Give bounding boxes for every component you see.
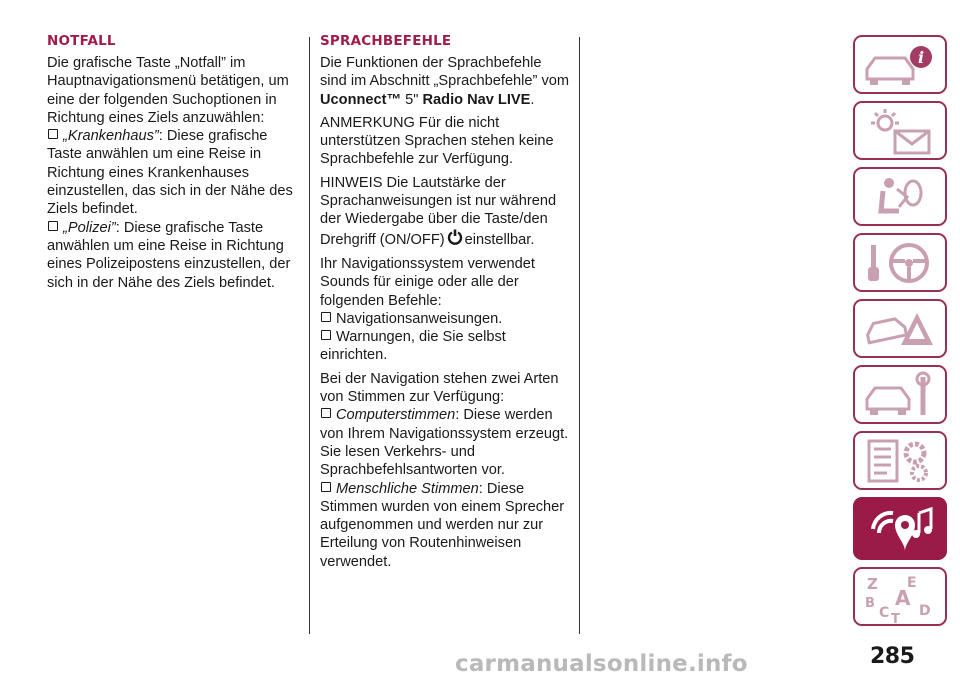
tab-safety[interactable] <box>853 167 947 226</box>
svg-text:i: i <box>918 48 925 67</box>
svg-text:Z: Z <box>867 575 878 593</box>
power-icon <box>447 229 463 250</box>
term-krankenhaus: „Krankenhaus” <box>63 128 159 145</box>
bullet-text: : Diese werden von Ihrem Navigationssystem erzeugt. Sie lesen Verkehrs- und Sprachbefehlsantworten vor. <box>320 407 569 479</box>
term-polizei: „Polizei” <box>63 219 116 236</box>
section-heading-sprachbefehle: SPRACHBEFEHLE <box>320 33 452 49</box>
paragraph-hinweis <box>320 174 570 250</box>
tab-index[interactable] <box>853 567 947 626</box>
column-divider-right <box>579 37 580 634</box>
alphabetical-index-icon <box>861 573 941 623</box>
p1-mid: 5" <box>401 91 423 108</box>
svg-text:E: E <box>907 575 917 591</box>
hinweis-end: einstellbar. <box>464 231 535 248</box>
text-krankenhaus: : Diese grafische Taste anwählen um eine Reise in Richtung eines Krankenhauses einzustellen, das sich in der Nähe des Ziels befindet. <box>47 128 293 218</box>
tab-warning-lights[interactable] <box>853 101 947 160</box>
svg-text:A: A <box>895 586 911 610</box>
svg-text:C: C <box>879 605 890 621</box>
bullet-menschliche-stimmen <box>320 480 570 571</box>
multimedia-navigation-icon <box>861 503 941 557</box>
tab-emergency[interactable] <box>853 299 947 358</box>
accident-warning-triangle-icon <box>861 305 941 355</box>
svg-text:D: D <box>919 603 931 619</box>
p1-end: . <box>530 91 535 108</box>
key-steering-wheel-icon <box>861 239 941 289</box>
bullet-box-icon <box>321 312 331 322</box>
svg-text:B: B <box>865 596 875 611</box>
paragraph-sounds: Ihr Navigationssystem verwendet Sounds für einige oder alle der folgenden Befehle: <box>320 255 535 309</box>
warning-lights-mail-icon <box>861 107 941 157</box>
paragraph-stimmen: Bei der Navigation stehen zwei Arten von Stimmen zur Verfügung: <box>320 370 559 406</box>
tab-technical-data[interactable] <box>853 431 947 490</box>
tab-start-drive[interactable] <box>853 233 947 292</box>
uconnect-label: Uconnect™ <box>320 91 402 108</box>
term-computerstimmen: Computerstimmen <box>336 407 456 424</box>
page-number: 285 <box>870 644 915 669</box>
bullet-text: Navigationsanweisungen. <box>336 310 503 327</box>
notfall-intro: Die grafische Taste „Notfall” im Hauptnavigationsmenü betätigen, um eine der folgenden Suchoptionen in Richtung eines Ziels anzuwählen: <box>47 55 289 126</box>
bullet-navigationsanweisungen <box>320 310 570 328</box>
tab-service[interactable] <box>853 365 947 424</box>
bullet-box-icon <box>48 129 58 139</box>
radio-nav-label: Radio Nav LIVE <box>422 91 531 108</box>
section-heading-notfall: NOTFALL <box>47 33 116 49</box>
seat-airbag-icon <box>861 173 941 223</box>
bullet-box-icon <box>321 408 331 418</box>
car-service-wrench-icon <box>861 371 941 421</box>
car-info-icon <box>861 41 941 91</box>
tab-multimedia[interactable] <box>853 497 947 560</box>
bullet-box-icon <box>48 221 58 231</box>
term-menschliche-stimmen: Menschliche Stimmen <box>336 480 479 497</box>
left-column <box>47 33 297 292</box>
tab-car-info[interactable] <box>853 35 947 94</box>
text-polizei: : Diese grafische Taste anwählen um eine Reise in Richtung eines Polizeipostens einzustellen, der sich in der Nähe des Ziels befindet. <box>47 219 291 291</box>
svg-text:T: T <box>891 612 900 623</box>
column-divider-left <box>309 37 310 634</box>
watermark: carmanualsonline.info <box>455 651 748 677</box>
paragraph-sprachbefehle <box>320 54 570 109</box>
right-column <box>320 33 570 571</box>
p1-text: Die Funktionen der Sprachbefehle sind im Abschnitt „Sprachbefehle” vom <box>320 55 570 90</box>
bullet-box-icon <box>321 330 331 340</box>
hinweis-text: HINWEIS Die Lautstärke der Sprachanweisungen ist nur während der Wiedergabe über die Taste/den Drehgriff (ON/OFF) <box>320 174 557 248</box>
bullet-text: Warnungen, die Sie selbst einrichten. <box>320 329 506 364</box>
bullet-computerstimmen <box>320 406 570 479</box>
bullet-text: : Diese Stimmen wurden von einem Sprecher aufgenommen und werden nur zur Erteilung von Routenhinweisen verwendet. <box>320 480 565 570</box>
bullet-krankenhaus <box>47 127 297 218</box>
chapter-tabs <box>853 35 960 633</box>
paragraph-anmerkung: ANMERKUNG Für die nicht unterstützen Sprachen stehen keine Sprachbefehle zur Verfügung. <box>320 114 554 168</box>
bullet-warnungen <box>320 328 570 365</box>
bullet-box-icon <box>321 482 331 492</box>
specs-gears-icon <box>861 437 941 487</box>
bullet-polizei <box>47 219 297 292</box>
